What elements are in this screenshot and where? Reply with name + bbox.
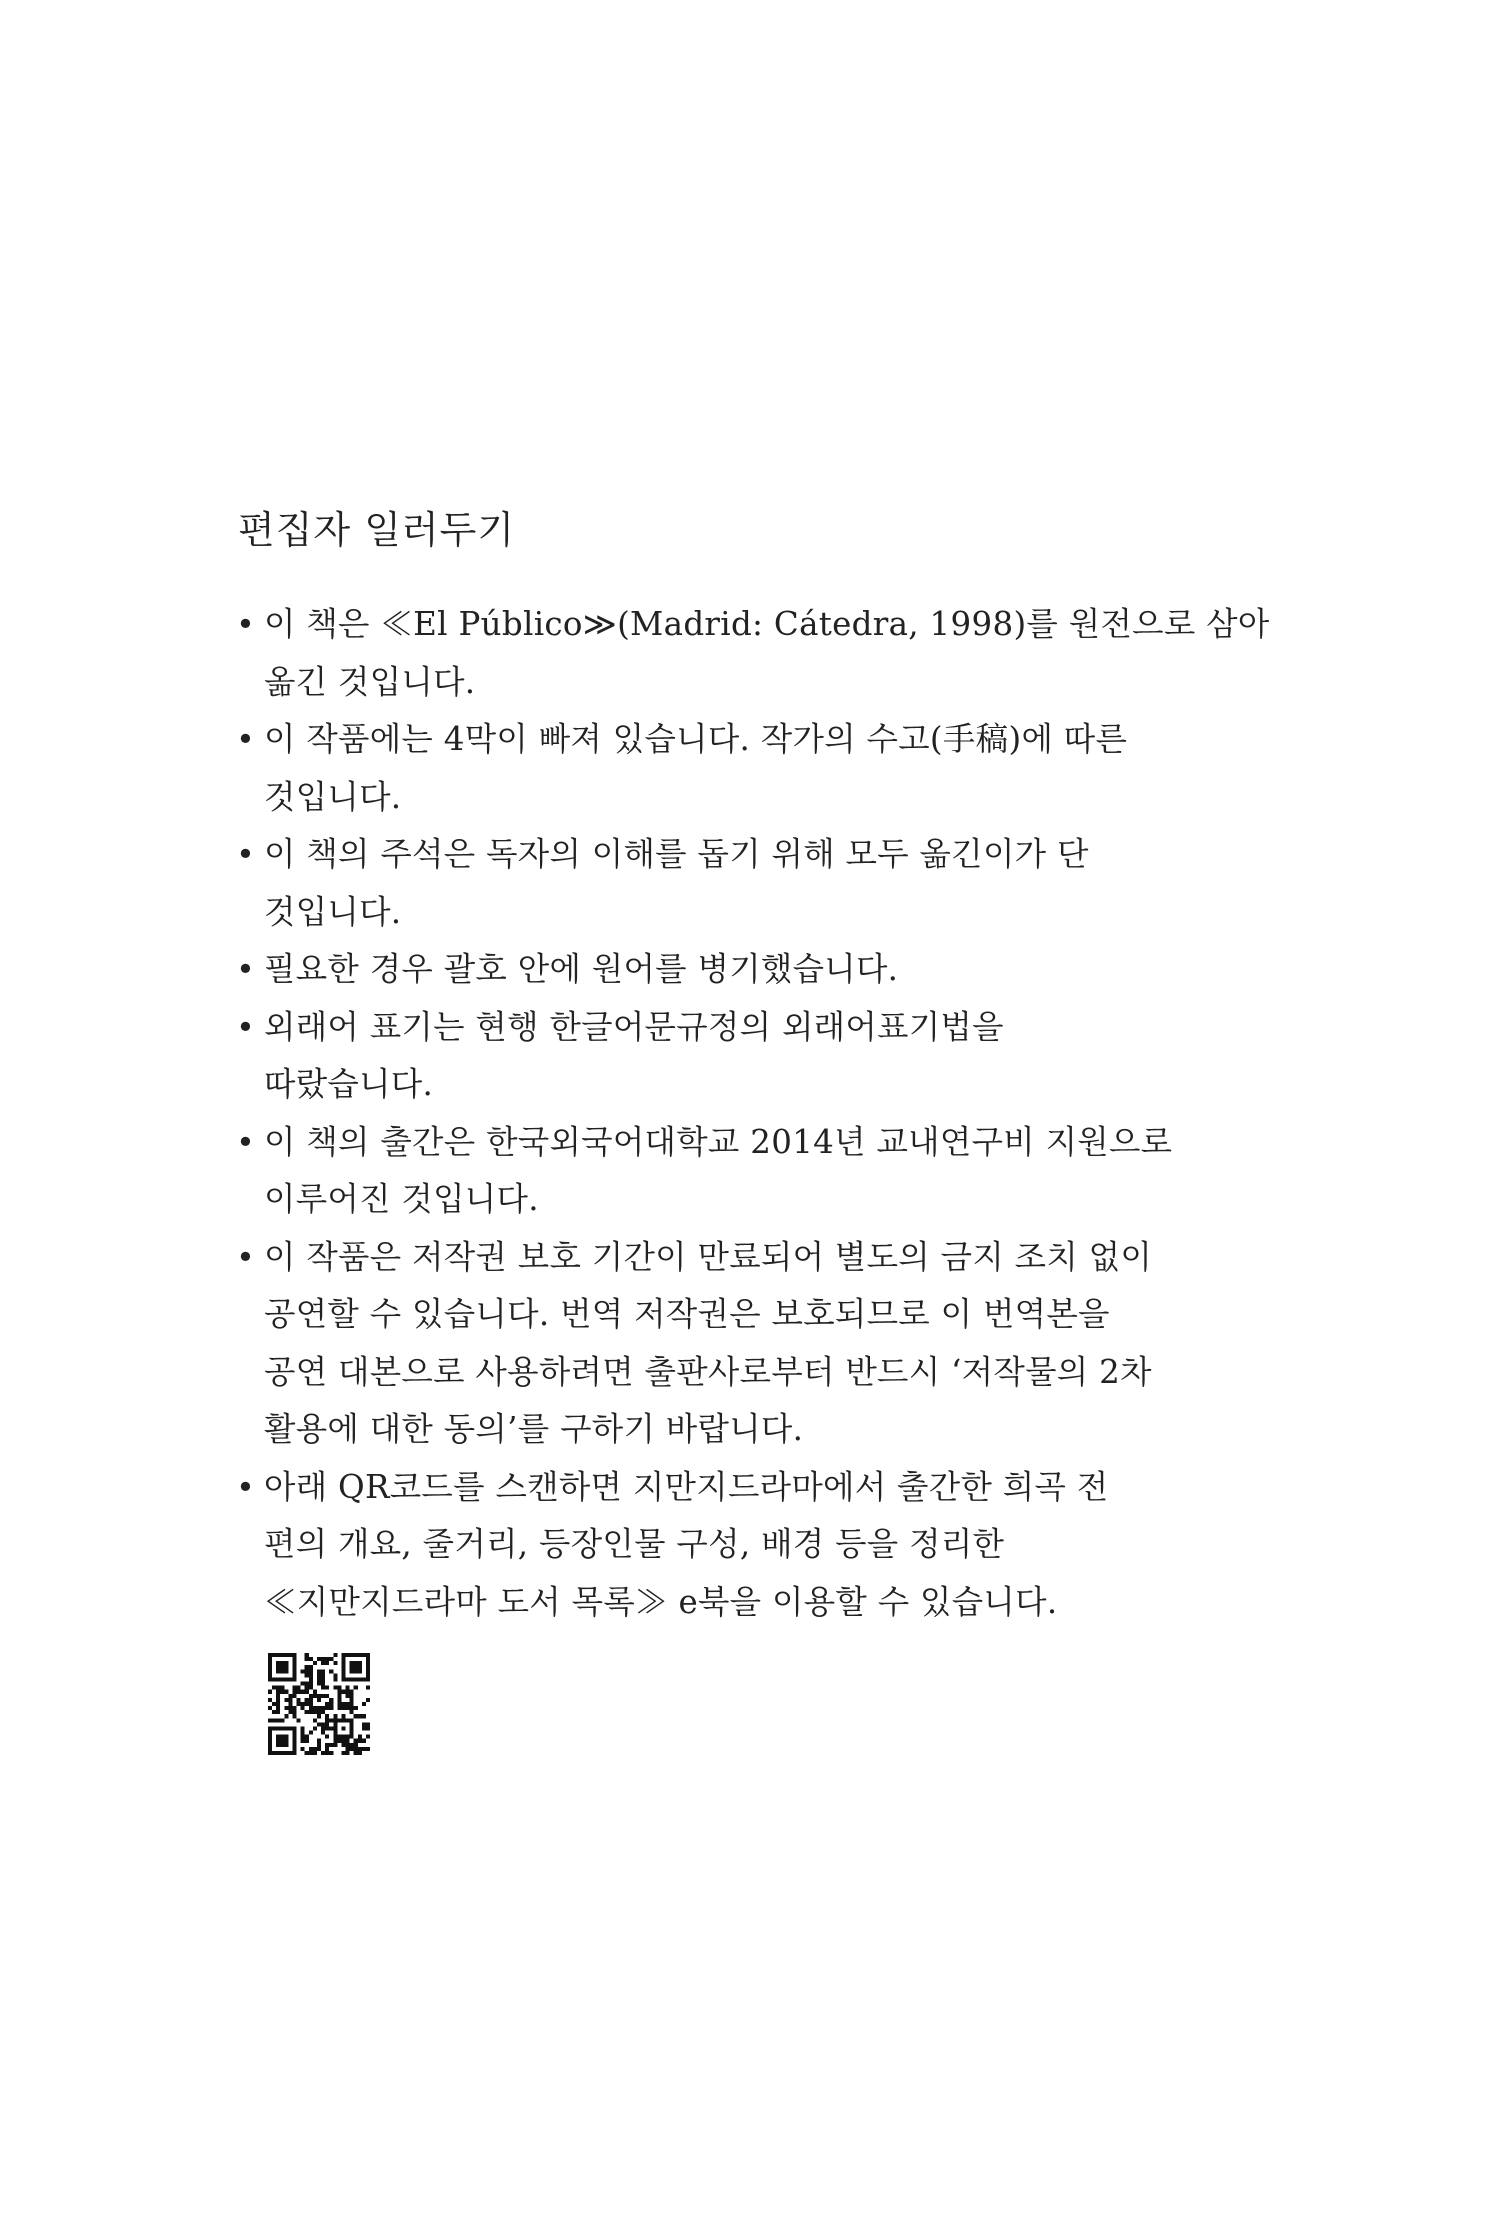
note-line: 필요한 경우 괄호 안에 원어를 병기했습니다. <box>264 950 899 988</box>
list-item <box>236 826 1196 941</box>
note-line: 것입니다. <box>264 892 402 931</box>
bullet-icon: • <box>236 720 256 758</box>
note-line: 따랐습니다. <box>264 1065 434 1103</box>
note-line: 이 작품에는 4막이 빠져 있습니다. 작가의 수고(手稿)에 따른 <box>264 720 1128 758</box>
list-item <box>236 999 1196 1114</box>
note-line: 옮긴 것입니다. <box>264 662 476 701</box>
list-item <box>236 941 1196 999</box>
bullet-icon: • <box>236 1467 256 1506</box>
note-line: 외래어 표기는 현행 한글어문규정의 외래어표기법을 <box>264 1007 1004 1046</box>
note-line: 이 책은 ≪El Público≫(Madrid: Cátedra, 1998)를 원전으로 삼아 <box>264 605 1270 643</box>
note-line: 공연 대본으로 사용하려면 출판사로부터 반드시 ‘저작물의 2차 <box>264 1352 1152 1391</box>
qr-code-icon <box>268 1653 370 1755</box>
note-line: 이 작품은 저작권 보호 기간이 만료되어 별도의 금지 조치 없이 <box>264 1237 1153 1276</box>
note-line: 이루어진 것입니다. <box>264 1180 539 1218</box>
bullet-icon: • <box>236 950 256 988</box>
bullet-icon: • <box>236 605 256 643</box>
list-item <box>236 1459 1196 1632</box>
editor-notes-list <box>236 596 1270 1631</box>
bullet-icon: • <box>236 1122 256 1161</box>
note-line: 편의 개요, 줄거리, 등장인물 구성, 배경 등을 정리한 <box>264 1525 1005 1563</box>
note-line: 공연할 수 있습니다. 번역 저작권은 보호되므로 이 번역본을 <box>264 1295 1110 1333</box>
note-line: ≪지만지드라마 도서 목록≫ e북을 이용할 수 있습니다. <box>264 1582 1058 1621</box>
note-line: 것입니다. <box>264 777 402 816</box>
note-line: 이 책의 주석은 독자의 이해를 돕기 위해 모두 옮긴이가 단 <box>264 835 1089 873</box>
list-item <box>236 596 1270 711</box>
note-line: 아래 QR코드를 스캔하면 지만지드라마에서 출간한 희곡 전 <box>264 1467 1109 1506</box>
bullet-icon: • <box>236 1007 256 1046</box>
list-item <box>236 711 1196 826</box>
note-line: 이 책의 출간은 한국외국어대학교 2014년 교내연구비 지원으로 <box>264 1122 1173 1161</box>
list-item <box>236 1229 1196 1459</box>
note-line: 활용에 대한 동의’를 구하기 바랍니다. <box>264 1410 804 1448</box>
list-item <box>236 1114 1196 1229</box>
bullet-icon: • <box>236 835 256 873</box>
bullet-icon: • <box>236 1237 256 1276</box>
page-title: 편집자 일러두기 <box>238 508 516 552</box>
